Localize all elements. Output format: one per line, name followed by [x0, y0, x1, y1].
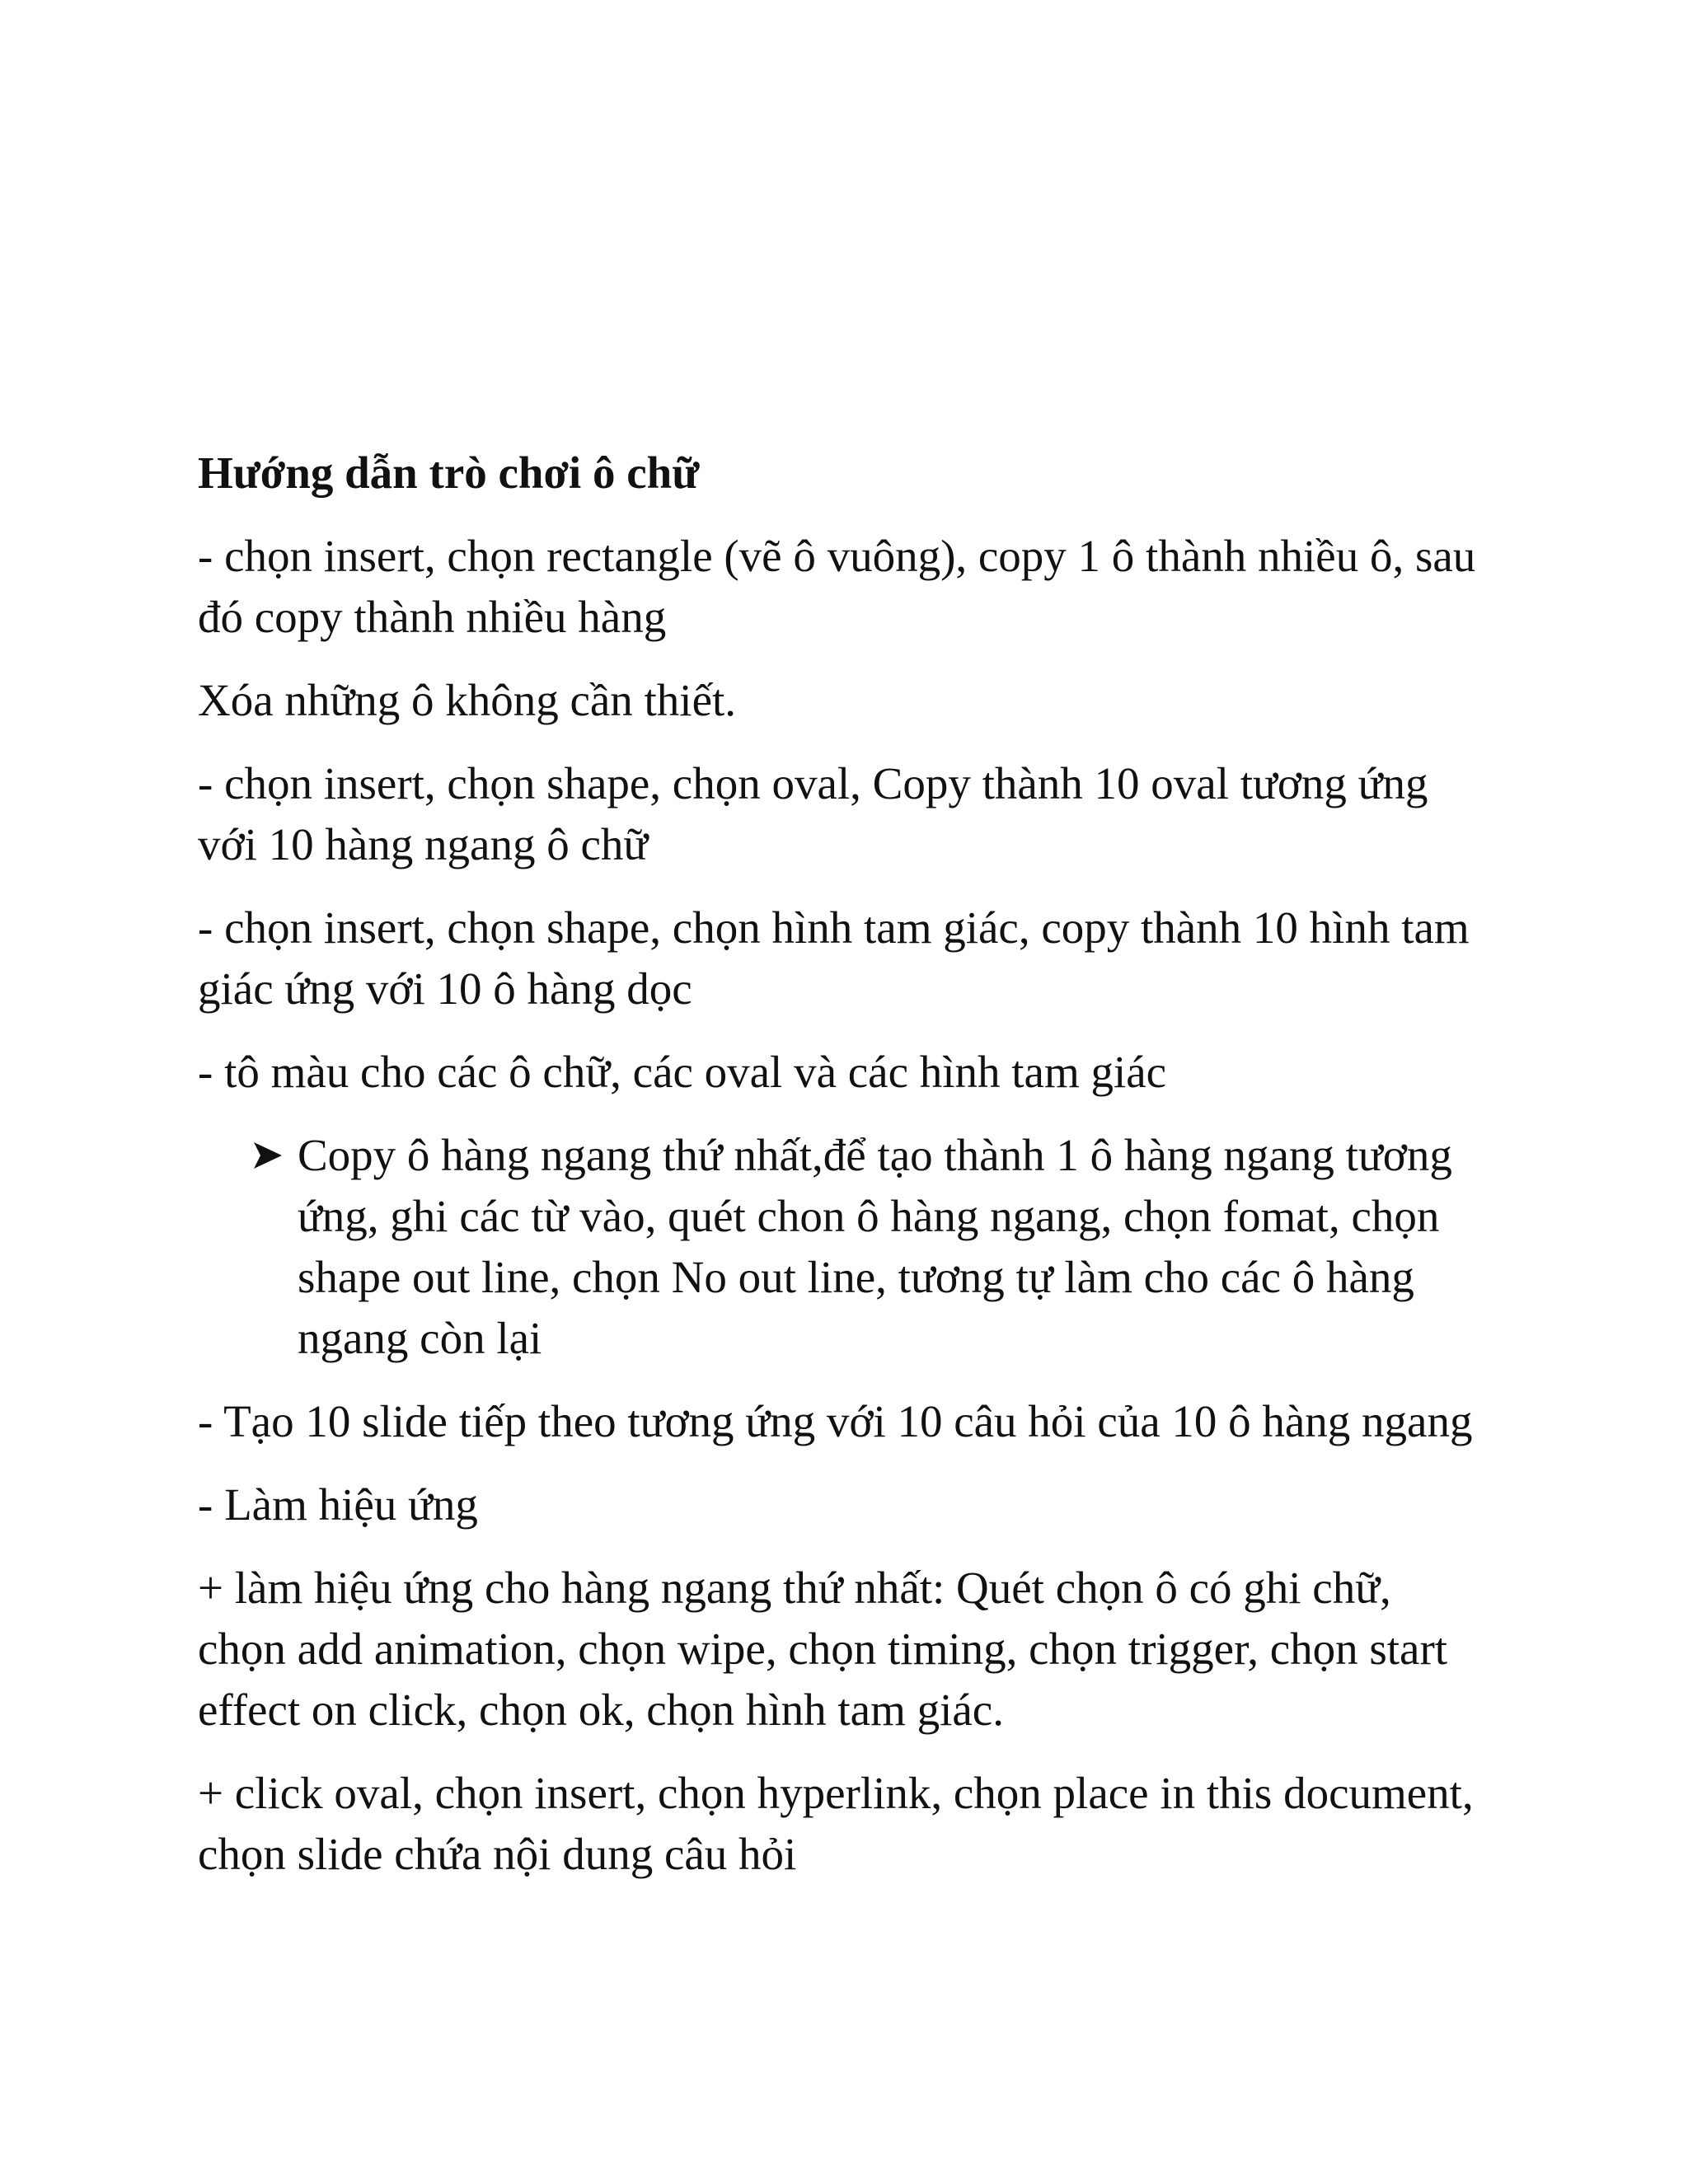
- instruction-insert-rectangle: - chọn insert, chọn rectangle (vẽ ô vuông), copy 1 ô thành nhiều ô, sau đó copy thành nhiều hàng: [198, 531, 1476, 642]
- bullet-text: Copy ô hàng ngang thứ nhất,để tạo thành 1 ô hàng ngang tương ứng, ghi các từ vào, quét chon ô hàng ngang, chọn fomat, chọn shape out line, chọn No out line, tương tự làm cho các ô hàng ngang còn lại: [298, 1130, 1452, 1363]
- instruction-color-shapes: - tô màu cho các ô chữ, các oval và các hình tam giác: [198, 1047, 1167, 1097]
- instruction-insert-triangle: - chọn insert, chọn shape, chọn hình tam giác, copy thành 10 hình tam giác ứng với 10 ô hàng dọc: [198, 902, 1470, 1014]
- arrowhead-bullet-icon: [252, 1125, 288, 1186]
- instruction-first-row-animation: + làm hiệu ứng cho hàng ngang thứ nhất: Quét chọn ô có ghi chữ, chọn add animation, chọn wipe, chọn timing, chọn trigger, chọn start effect on click, chọn ok, chọn hình tam giác.: [198, 1563, 1448, 1735]
- instruction-delete-cells: Xóa những ô không cần thiết.: [198, 675, 737, 725]
- instruction-create-slides: - Tạo 10 slide tiếp theo tương ứng với 10 câu hỏi của 10 ô hàng ngang: [198, 1396, 1473, 1446]
- instruction-insert-oval: - chọn insert, chọn shape, chọn oval, Copy thành 10 oval tương ứng với 10 hàng ngang ô chữ: [198, 758, 1428, 869]
- instruction-oval-hyperlink: + click oval, chọn insert, chọn hyperlink, chọn place in this document, chọn slide chứa nội dung câu hỏi: [198, 1768, 1474, 1879]
- document-title: Hướng dẫn trò chơi ô chữ: [198, 448, 700, 498]
- instruction-effects: - Làm hiệu ứng: [198, 1479, 478, 1530]
- document-page: [198, 443, 1484, 1907]
- bullet-copy-row: [198, 1125, 1468, 1369]
